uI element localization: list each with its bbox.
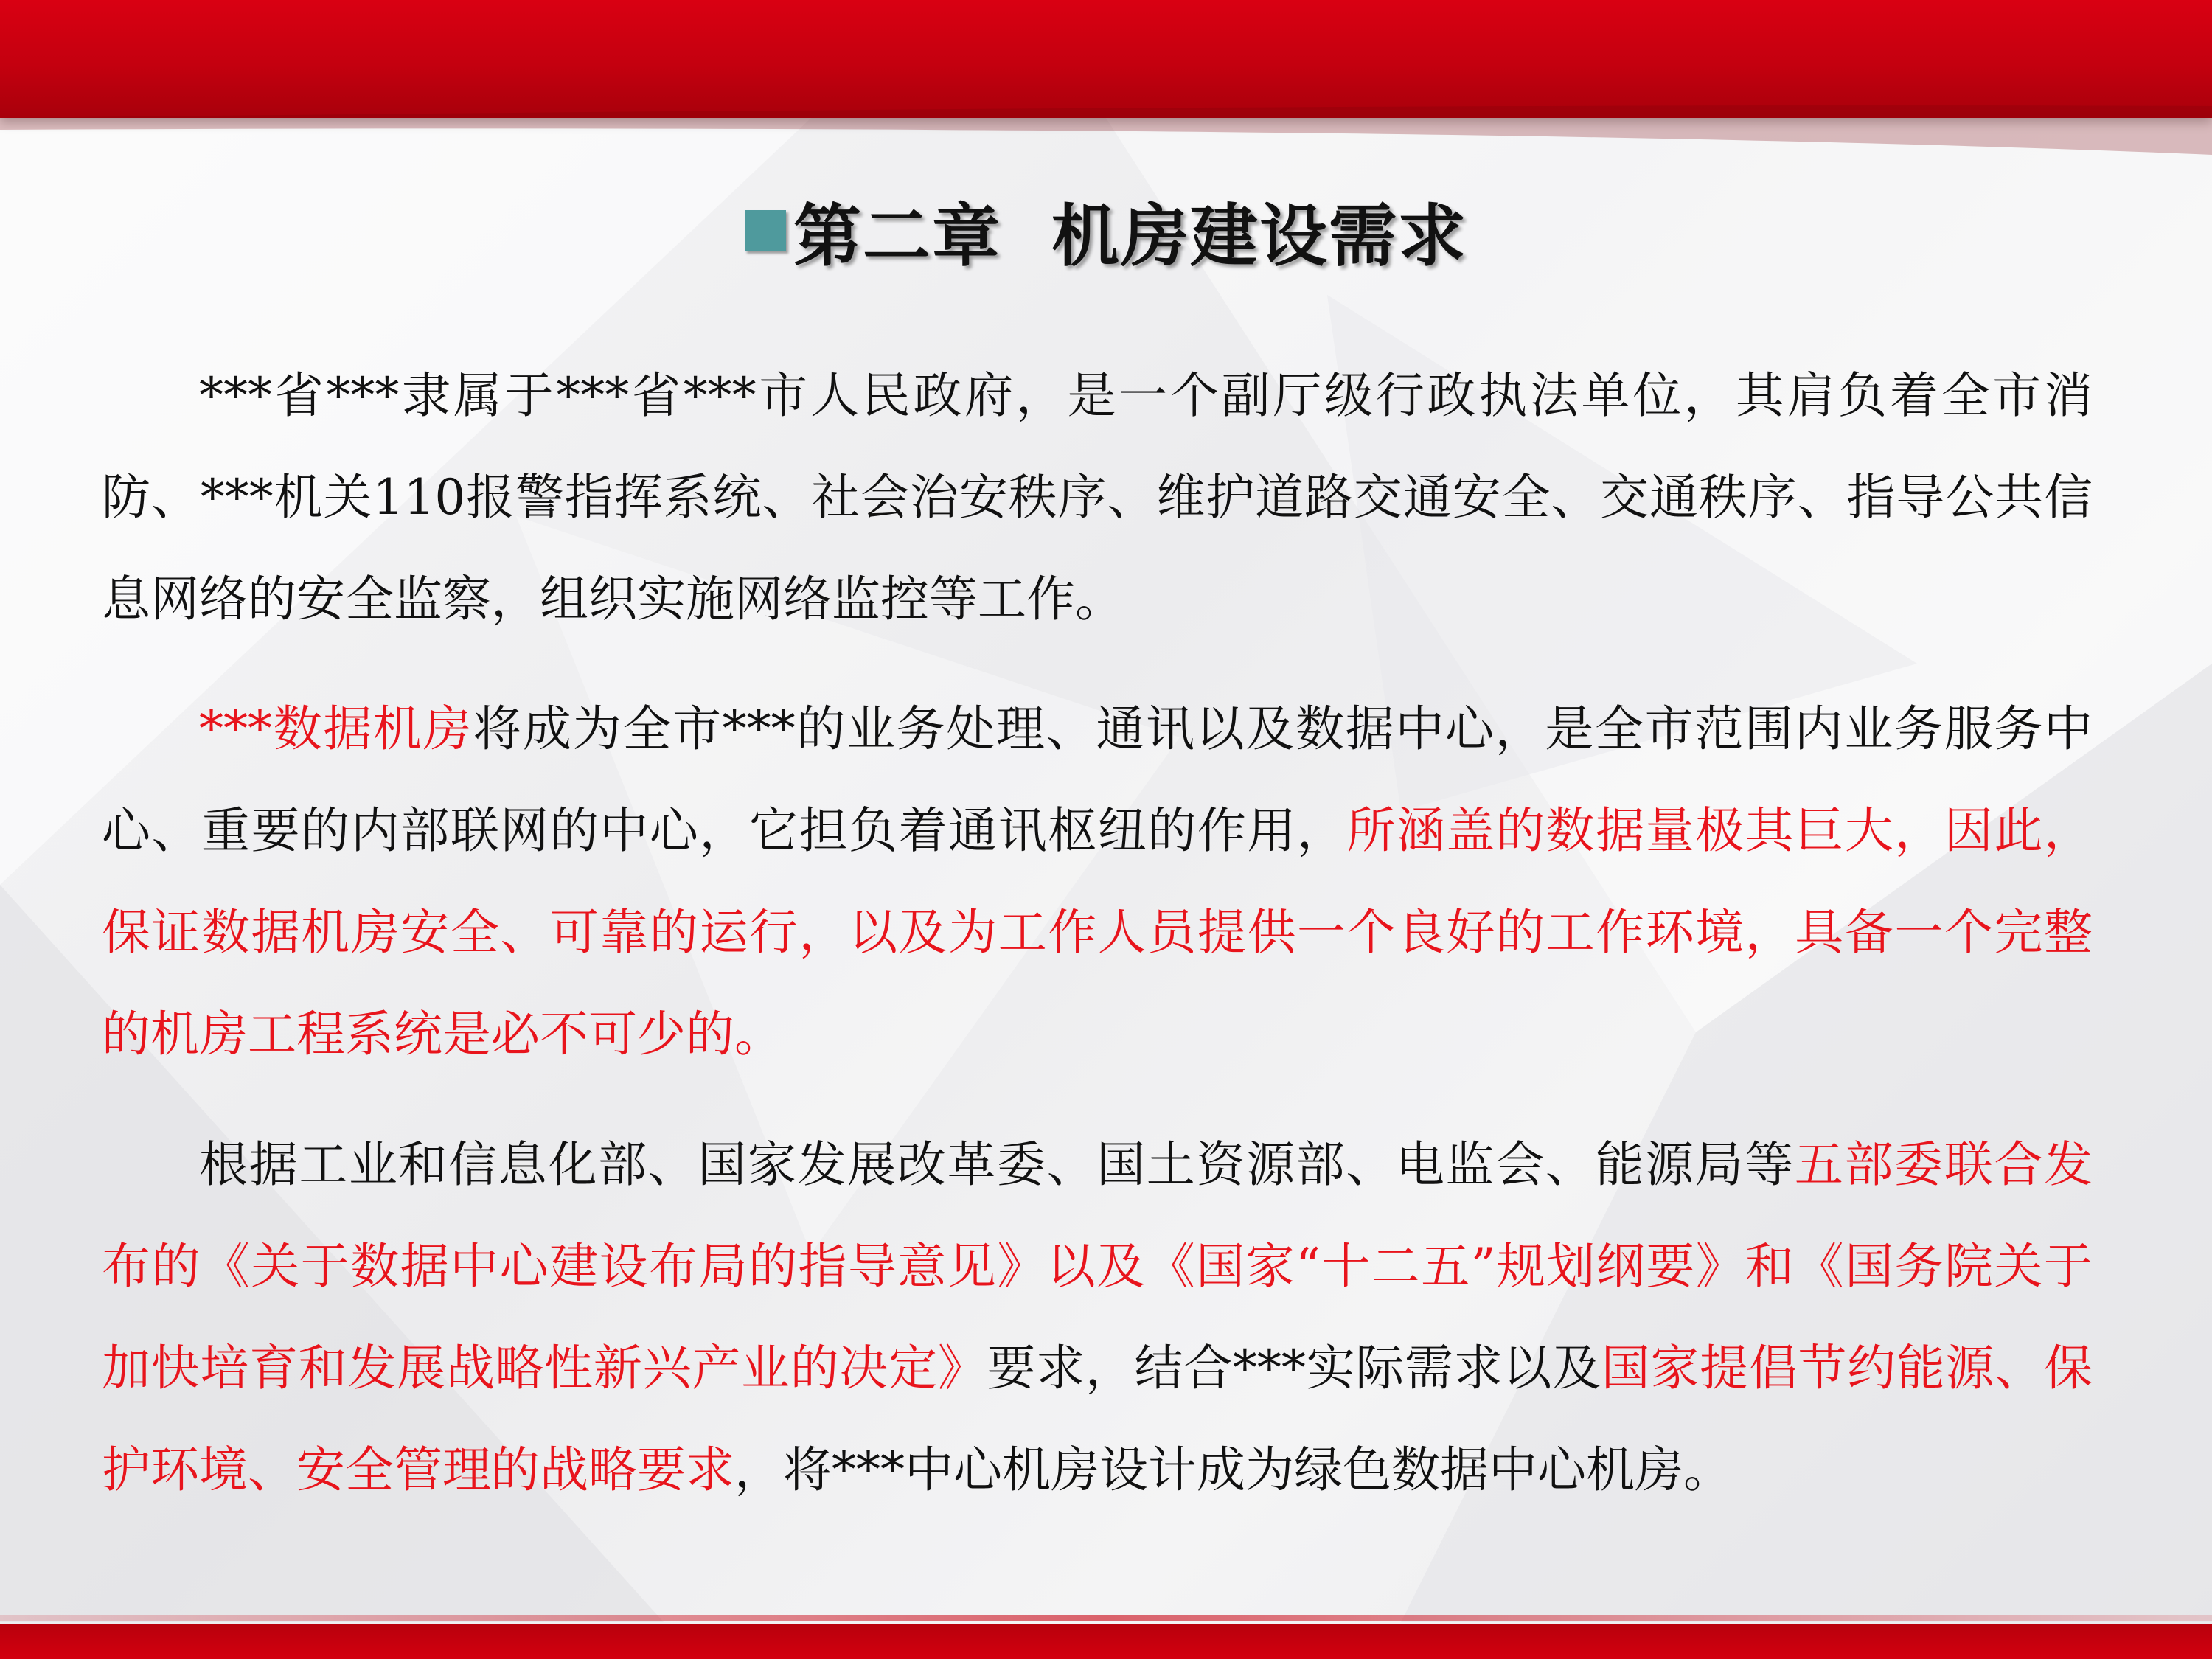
paragraph-3 [102, 1114, 2093, 1521]
page-title: 第二章 机房建设需求 [793, 197, 1468, 276]
paragraph-1-text: ***省***隶属于***省***市人民政府，是一个副厅级行政执法单位，其肩负着全市消防、***机关110报警指挥系统、社会治安秩序、维护道路交通安全、交通秩序、指导公共信息网络的安全监察，组织实施网络监控等工作。 [102, 367, 2093, 627]
paragraph-1 [102, 345, 2093, 650]
paragraph-2 [102, 678, 2093, 1085]
square-bullet-icon [745, 210, 786, 251]
paragraph-2-text-1: 将成为全市***的业务处理、通讯以及数据中心，是全市范围内业务服务中心、重要的内部联网的中心，它担负着通讯枢纽的作用， [102, 700, 2093, 859]
paragraph-2-highlight-2: 所涵盖的数据量极其巨大，因此，保证数据机房安全、可靠的运行，以及为工作人员提供一个良好的工作环境，具备一个完整的机房工程系统是必不可少的。 [102, 802, 2093, 1062]
paragraph-3-text-3: ，将***中心机房设计成为绿色数据中心机房。 [734, 1441, 1732, 1498]
footer-band [0, 1624, 2212, 1659]
header-band [0, 0, 2212, 118]
footer-divider [0, 1615, 2212, 1621]
paragraph-3-highlight-1: 五部委联合发布的《关于数据中心建设布局的指导意见》以及《国家“十二五”规划纲要》和《国务院关于加快培育和发展战略性新兴产业的决定》 [102, 1136, 2093, 1397]
paragraph-3-text-2: 要求，结合***实际需求以及 [987, 1340, 1601, 1397]
header-curve [0, 103, 2212, 155]
page-title-row [0, 183, 2212, 279]
paragraph-3-highlight-2: 国家提倡节约能源、保护环境、安全管理的战略要求 [102, 1340, 2093, 1498]
paragraph-2-highlight-1: ***数据机房 [199, 700, 473, 757]
paragraph-3-text-1: 根据工业和信息化部、国家发展改革委、国土资源部、电监会、能源局等 [199, 1136, 1795, 1193]
